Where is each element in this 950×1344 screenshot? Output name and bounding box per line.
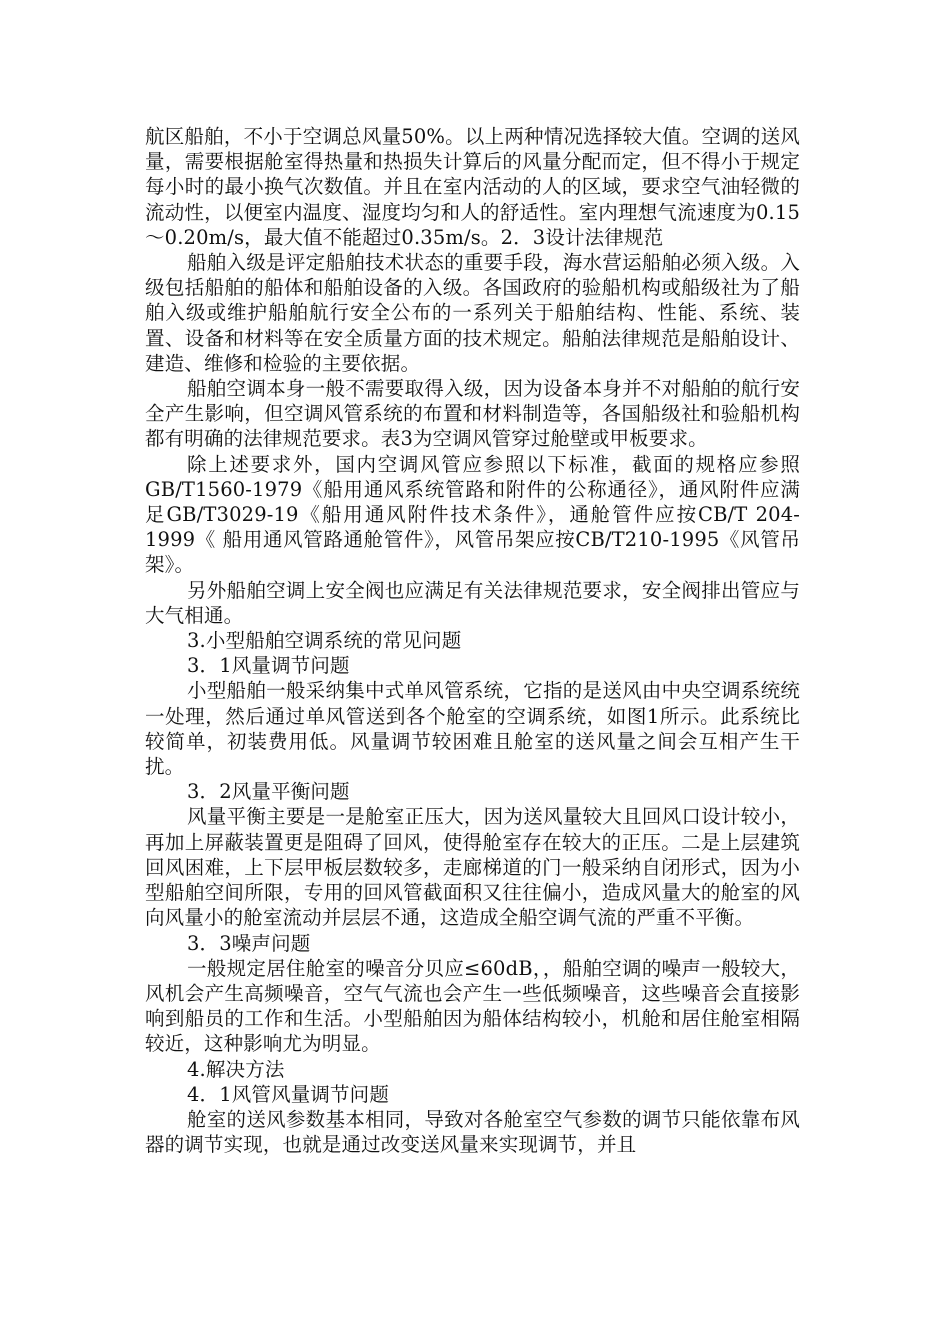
paragraph-continuation: 航区船舶，不小于空调总风量50%。以上两种情况选择较大值。空调的送风量，需要根据舱室得热量和热损失计算后的风量分配而定，但不得小于规定每小时的最小换气次数值。并且在室内活动的人的区域，要求空气油轻微的流动性，以便室内温度、湿度均匀和人的舒适性。室内理想气流速度为0.15～0.20m/s，最大值不能超过0.35m/s。2．3设计法律规范 <box>145 125 800 249</box>
subsection-heading-3-3: 3．3噪声问题 <box>187 931 311 955</box>
paragraph-solution-regulation: 舱室的送风参数基本相同，导致对各舱室空气参数的调节只能依靠布风器的调节实现，也就是通过改变送风量来实现调节，并且 <box>145 1107 800 1157</box>
paragraph-airflow-balance: 风量平衡主要是一是舱室正压大，因为送风量较大且回风口设计较小，再加上屏蔽装置更是阻碍了回风，使得舱室存在较大的正压。二是上层建筑回风困难，上下层甲板层数较多，走廊梯道的门一般采纳自闭形式，因为小型船舶空间所限，专用的回风管截面积又往往偏小，造成风量大的舱室的风向风量小的舱室流动并层层不通，这造成全船空调气流的严重不平衡。 <box>145 805 800 930</box>
subsection-heading-4-1: 4．1风管风量调节问题 <box>187 1082 389 1106</box>
paragraph-safety-valve: 另外船舶空调上安全阀也应满足有关法律规范要求，安全阀排出管应与大气相通。 <box>145 578 800 627</box>
subsection-heading-3-1: 3．1风量调节问题 <box>187 654 350 678</box>
section-heading-4: 4.解决方法 <box>187 1057 285 1081</box>
document-body <box>145 124 800 1157</box>
paragraph-noise: 一般规定居住舱室的噪音分贝应≤60dB，，船舶空调的噪声一般较大，风机会产生高频噪音，空气气流也会产生一些低频噪音，这些噪音会直接影响到船员的工作和生活。小型船舶因为船体结构较小，机舱和居住舱室相隔较近，这种影响尤为明显。 <box>145 956 800 1056</box>
subsection-heading-3-2: 3．2风量平衡问题 <box>187 780 350 804</box>
paragraph-classification: 船舶入级是评定船舶技术状态的重要手段，海水营运船舶必须入级。入级包括船舶的船体和船舶设备的入级。各国政府的验船机构或船级社为了船舶入级或维护船舶航行安全公布的一系列关于船舶结构、性能、系统、装置、设备和材料等在安全质量方面的技术规定。船舶法律规范是船舶设计、建造、维修和检验的主要依据。 <box>145 251 800 375</box>
section-heading-3: 3.小型船舶空调系统的常见问题 <box>187 629 462 653</box>
paragraph-airflow-regulation: 小型船舶一般采纳集中式单风管系统，它指的是送风由中央空调系统统一处理，然后通过单风管送到各个舱室的空调系统，如图1所示。此系统比较简单，初装费用低。风量调节较困难且舱室的送风量之间会互相产生干扰。 <box>145 679 800 779</box>
paragraph-aircon-classification: 船舶空调本身一般不需要取得入级，因为设备本身并不对船舶的航行安全产生影响，但空调风管系统的布置和材料制造等，各国船级社和验船机构都有明确的法律规范要求。表3为空调风管穿过舱壁或甲板要求。 <box>145 377 800 451</box>
paragraph-standards: 除上述要求外，国内空调风管应参照以下标准，截面的规格应参照GB/T1560-1979《船用通风系统管路和附件的公称通径》，通风附件应满足GB/T3029-19《船用通风附件技术条件》，通舱管件应按CB/T 204-1999《 船用通风管路通舱管件》，风管吊架应按CB/T210-1995《风管吊架》。 <box>145 452 800 577</box>
